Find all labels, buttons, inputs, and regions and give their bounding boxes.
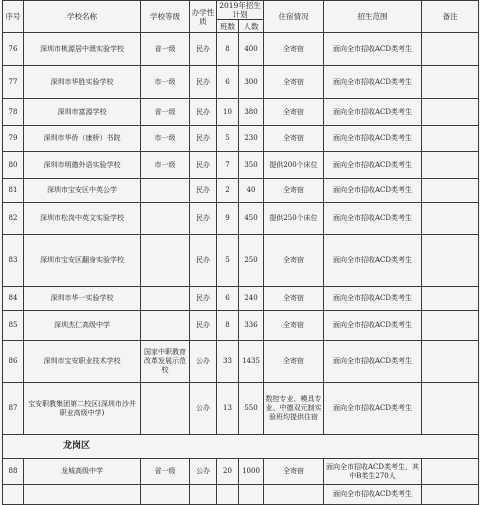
- cell-level: 市一级: [141, 126, 190, 152]
- cell-boarding: 全寄宿: [264, 99, 324, 126]
- cell-nature: 民办: [190, 33, 217, 66]
- table-row: [3, 235, 479, 287]
- cell-school: 深圳市富源学校: [24, 99, 141, 126]
- school-enrollment-table: [2, 0, 479, 505]
- cell-students: 550: [239, 383, 264, 435]
- table-row: [3, 485, 479, 505]
- cell-classes: 8: [217, 33, 239, 66]
- cell-school: [24, 485, 141, 505]
- table-row: [3, 383, 479, 435]
- cell-no: 86: [3, 341, 24, 383]
- cell-level: [141, 311, 190, 341]
- table-row: [3, 311, 479, 341]
- cell-school: 深圳杰仁高级中学: [24, 311, 141, 341]
- cell-students: 1435: [239, 341, 264, 383]
- cell-nature: 民办: [190, 66, 217, 99]
- cell-notes: [422, 235, 479, 287]
- cell-notes: [422, 459, 479, 485]
- cell-classes: 9: [217, 203, 239, 235]
- cell-notes: [422, 179, 479, 203]
- cell-boarding: 全寄宿: [264, 341, 324, 383]
- cell-scope: 面向全市招收ACD类考生: [324, 383, 422, 435]
- cell-notes: [422, 383, 479, 435]
- cell-notes: [422, 126, 479, 152]
- cell-students: [239, 485, 264, 505]
- cell-no: 85: [3, 311, 24, 341]
- cell-no: 82: [3, 203, 24, 235]
- cell-no: 83: [3, 235, 24, 287]
- cell-boarding: 全寄宿: [264, 179, 324, 203]
- cell-classes: [217, 485, 239, 505]
- cell-scope: 面向全市招收ACD类考生: [324, 235, 422, 287]
- cell-level: 市一级: [141, 152, 190, 179]
- cell-students: 300: [239, 66, 264, 99]
- cell-level: [141, 235, 190, 287]
- section-label: 龙岗区: [3, 435, 479, 459]
- cell-notes: [422, 33, 479, 66]
- cell-classes: 20: [217, 459, 239, 485]
- table-row: [3, 459, 479, 485]
- cell-scope: 面向全市招收ACD类考生: [324, 179, 422, 203]
- cell-boarding: 全寄宿: [264, 459, 324, 485]
- header-school: 学校名称: [24, 1, 141, 33]
- cell-notes: [422, 311, 479, 341]
- cell-students: 240: [239, 287, 264, 311]
- cell-classes: 2: [217, 179, 239, 203]
- cell-no: 87: [3, 383, 24, 435]
- cell-nature: 公办: [190, 341, 217, 383]
- cell-students: 230: [239, 126, 264, 152]
- cell-scope: 面向全市招收ACD类考生: [324, 341, 422, 383]
- cell-notes: [422, 485, 479, 505]
- cell-no: 77: [3, 66, 24, 99]
- section-row: [3, 435, 479, 459]
- cell-no: 79: [3, 126, 24, 152]
- header-classes: 班数: [217, 20, 239, 33]
- header-plan: 2019年招生计划: [217, 1, 264, 20]
- cell-no: [3, 485, 24, 505]
- cell-boarding: 全寄宿: [264, 235, 324, 287]
- cell-scope: 面向全市招收ACD类考生: [324, 33, 422, 66]
- cell-scope: 面向全市招收ACD类考生: [324, 485, 422, 505]
- cell-school: 深圳市明德外语实验学校: [24, 152, 141, 179]
- table-row: [3, 179, 479, 203]
- cell-level: 省一级: [141, 99, 190, 126]
- cell-school: 深圳市宝安职业技术学校: [24, 341, 141, 383]
- cell-boarding: 全寄宿: [264, 287, 324, 311]
- cell-scope: 面向全市招收ACD类考生: [324, 66, 422, 99]
- table-row: [3, 341, 479, 383]
- cell-school: 龙城高级中学: [24, 459, 141, 485]
- cell-classes: 33: [217, 341, 239, 383]
- cell-nature: [190, 485, 217, 505]
- cell-no: 84: [3, 287, 24, 311]
- cell-school: 深圳市宝安区中英公学: [24, 179, 141, 203]
- cell-scope: 面向全市招收ACD类考生: [324, 287, 422, 311]
- cell-classes: 5: [217, 126, 239, 152]
- cell-classes: 5: [217, 235, 239, 287]
- cell-level: 国家中职教育改革发展示范校: [141, 341, 190, 383]
- header-level: 学校等级: [141, 1, 190, 33]
- cell-students: 450: [239, 203, 264, 235]
- cell-students: 1000: [239, 459, 264, 485]
- cell-notes: [422, 341, 479, 383]
- cell-no: 81: [3, 179, 24, 203]
- cell-students: 336: [239, 311, 264, 341]
- cell-nature: 公办: [190, 459, 217, 485]
- cell-notes: [422, 152, 479, 179]
- cell-boarding: 全寄宿: [264, 311, 324, 341]
- cell-students: 250: [239, 235, 264, 287]
- cell-scope: 面向全市招收ACD类考生: [324, 203, 422, 235]
- cell-nature: 民办: [190, 179, 217, 203]
- cell-level: [141, 383, 190, 435]
- cell-level: [141, 203, 190, 235]
- header-scope: 招生范围: [324, 1, 422, 33]
- cell-notes: [422, 287, 479, 311]
- cell-classes: 8: [217, 311, 239, 341]
- cell-classes: 10: [217, 99, 239, 126]
- cell-no: 76: [3, 33, 24, 66]
- cell-school: 深圳市华一实验学校: [24, 287, 141, 311]
- cell-no: 78: [3, 99, 24, 126]
- cell-no: 80: [3, 152, 24, 179]
- table-row: [3, 33, 479, 66]
- cell-classes: 6: [217, 66, 239, 99]
- header-no: 序号: [3, 1, 24, 33]
- header-notes: 备注: [422, 1, 479, 33]
- cell-no: 88: [3, 459, 24, 485]
- cell-nature: 民办: [190, 99, 217, 126]
- cell-school: 深圳市宝安区翻身实验学校: [24, 235, 141, 287]
- cell-students: 40: [239, 179, 264, 203]
- cell-scope: 面向全市招收ACD类考生: [324, 99, 422, 126]
- cell-scope: 面向全市招收ACD类考生，其中B类生270人: [324, 459, 422, 485]
- cell-nature: 民办: [190, 126, 217, 152]
- cell-nature: 民办: [190, 287, 217, 311]
- cell-boarding: 全寄宿: [264, 66, 324, 99]
- cell-level: 省一级: [141, 459, 190, 485]
- cell-scope: 面向全市招收ACD类考生: [324, 311, 422, 341]
- cell-students: 380: [239, 99, 264, 126]
- header-nature: 办学性质: [190, 1, 217, 33]
- cell-scope: 面向全市招收ACD类考生: [324, 152, 422, 179]
- cell-boarding: [264, 485, 324, 505]
- table-row: [3, 99, 479, 126]
- cell-school: 深圳市华胜实验学校: [24, 66, 141, 99]
- cell-nature: 民办: [190, 152, 217, 179]
- cell-school: 深圳市华侨（康桥）书院: [24, 126, 141, 152]
- cell-boarding: 全寄宿: [264, 33, 324, 66]
- table-row: [3, 203, 479, 235]
- cell-notes: [422, 99, 479, 126]
- cell-classes: 7: [217, 152, 239, 179]
- cell-level: [141, 485, 190, 505]
- cell-school: 宝安职教集团第二校区(深圳市沙井职业高级中学): [24, 383, 141, 435]
- cell-scope: 面向全市招收ACD类考生: [324, 126, 422, 152]
- header-boarding: 住宿情况: [264, 1, 324, 33]
- cell-classes: 6: [217, 287, 239, 311]
- cell-notes: [422, 66, 479, 99]
- cell-nature: 公办: [190, 383, 217, 435]
- cell-boarding: 提供200个床位: [264, 152, 324, 179]
- cell-notes: [422, 203, 479, 235]
- cell-boarding: 数控专业、模具专业、中德双元制实验班均提供住宿: [264, 383, 324, 435]
- header-students: 人数: [239, 20, 264, 33]
- cell-students: 350: [239, 152, 264, 179]
- cell-level: [141, 287, 190, 311]
- table-row: [3, 287, 479, 311]
- cell-boarding: 全寄宿: [264, 126, 324, 152]
- cell-nature: 民办: [190, 235, 217, 287]
- cell-nature: 民办: [190, 311, 217, 341]
- cell-nature: 民办: [190, 203, 217, 235]
- cell-school: 深圳市桃源居中澳实验学校: [24, 33, 141, 66]
- table-row: [3, 152, 479, 179]
- cell-boarding: 提供250个床位: [264, 203, 324, 235]
- cell-school: 深圳市松岗中英文实验学校: [24, 203, 141, 235]
- table-row: [3, 126, 479, 152]
- cell-classes: 13: [217, 383, 239, 435]
- cell-level: 市一级: [141, 66, 190, 99]
- cell-level: [141, 179, 190, 203]
- table-row: [3, 66, 479, 99]
- cell-level: 省一级: [141, 33, 190, 66]
- cell-students: 400: [239, 33, 264, 66]
